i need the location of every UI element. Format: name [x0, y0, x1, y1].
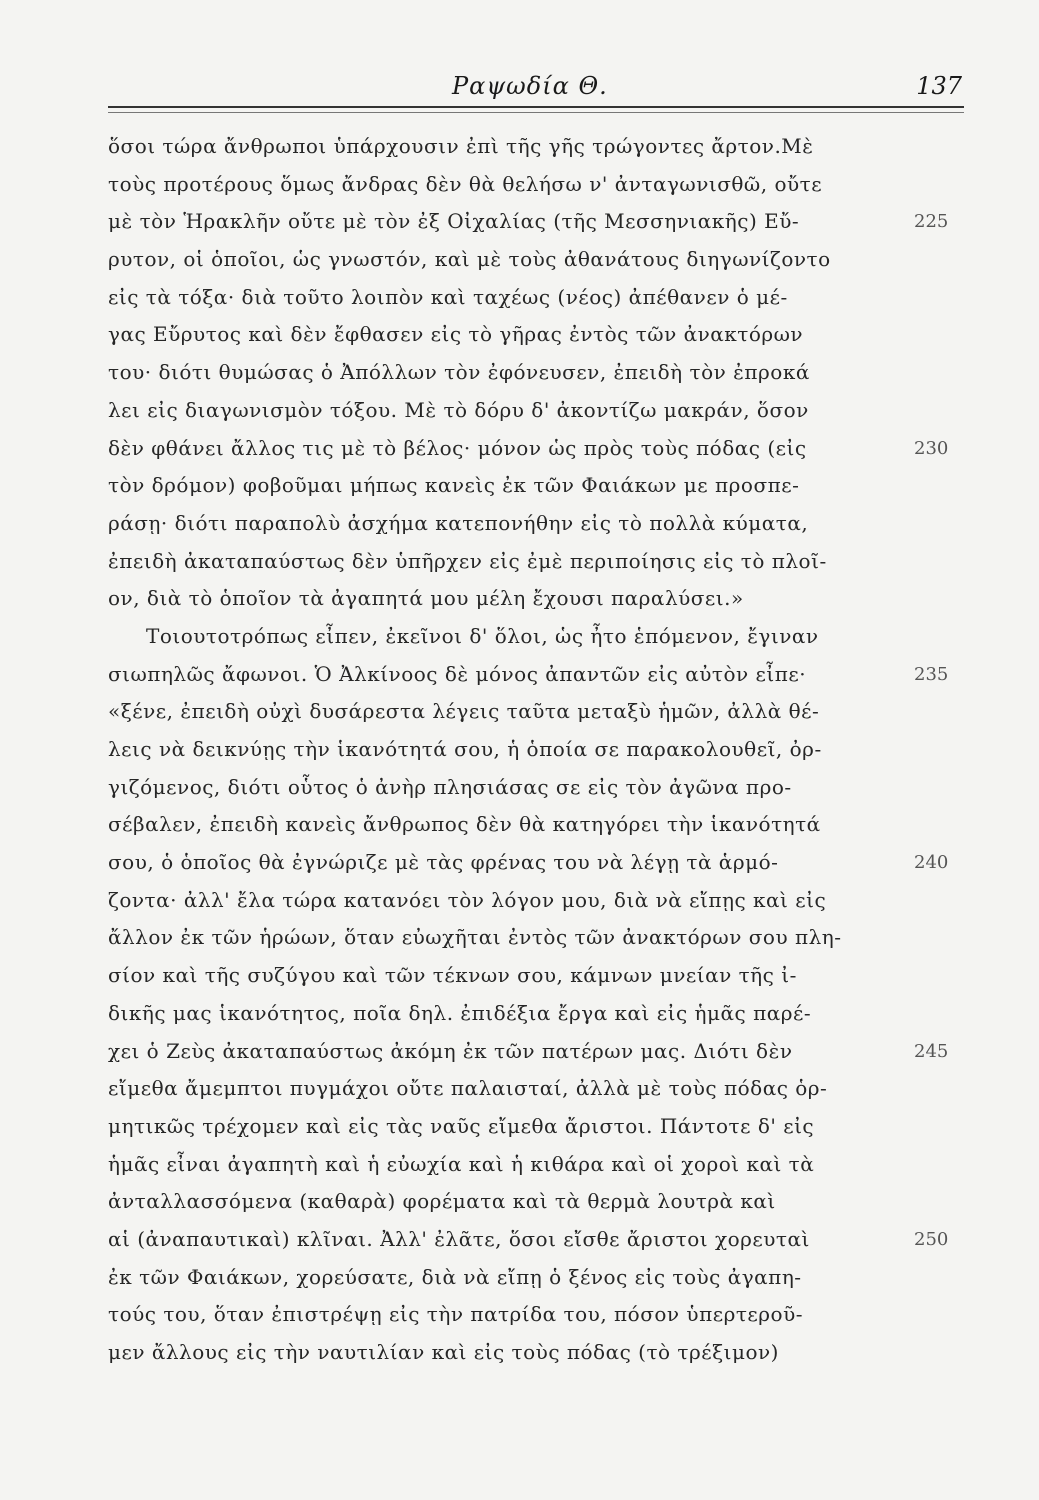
text-line: σιωπηλῶς ἄφωνοι. Ὁ Ἀλκίνοος δὲ μόνος ἀπαντῶν εἰς αὐτὸν εἶπε· [108, 661, 807, 686]
body-text [108, 128, 908, 1372]
text-line: εἴμεθα ἄμεμπτοι πυγμάχοι οὔτε παλαισταί, ἀλλὰ μὲ τοὺς πόδας ὁρ- [108, 1076, 828, 1101]
text-line: σέβαλεν, ἐπειδὴ κανεὶς ἄνθρωπος δὲν θὰ κατηγόρει τὴν ἱκανότητά [108, 812, 821, 837]
text-line: σου, ὁ ὁποῖος θὰ ἐγνώριζε μὲ τὰς φρένας του νὰ λέγῃ τὰ ἁρμό- [108, 850, 779, 875]
text-line: εἰς τὰ τόξα· διὰ τοῦτο λοιπὸν καὶ ταχέως (νέος) ἀπέθανεν ὁ μέ- [108, 284, 788, 309]
text-line: τούς του, ὅταν ἐπιστρέψῃ εἰς τὴν πατρίδα του, πόσον ὑπερτεροῦ- [108, 1302, 803, 1327]
text-line: τὸν δρόμον) φοβοῦμαι μήπως κανεὶς ἐκ τῶν Φαιάκων με προσπε- [108, 473, 800, 498]
text-line: ἐπειδὴ ἀκαταπαύστως δὲν ὑπῆρχεν εἰς ἐμὲ περιποίησις εἰς τὸ πλοῖ- [108, 548, 827, 573]
text-line: ὅσοι τώρα ἄνθρωποι ὑπάρχουσιν ἐπὶ τῆς γῆς τρώγοντες ἄρτον.Μὲ [108, 134, 814, 158]
text-line: ἀνταλλασσόμενα (καθαρὰ) φορέματα καὶ τὰ θερμὰ λουτρὰ καὶ [108, 1189, 776, 1214]
text-line: γιζόμενος, διότι οὗτος ὁ ἀνὴρ πλησιάσας σε εἰς τὸν ἀγῶνα προ- [108, 774, 792, 799]
text-line: ρυτον, οἱ ὁποῖοι, ὡς γνωστόν, καὶ μὲ τοὺς ἀθανάτους διηγωνίζοντο [108, 247, 831, 272]
page-number: 137 [916, 72, 962, 100]
header-rule-thin [108, 112, 964, 113]
margin-line-number: 250 [914, 1229, 949, 1251]
text-line: ζοντα· ἀλλ' ἔλα τώρα κατανόει τὸν λόγον μου, διὰ νὰ εἴπῃς καὶ εἰς [108, 887, 827, 912]
text-line: δικῆς μας ἱκανότητος, ποῖα δηλ. ἐπιδέξια ἔργα καὶ εἰς ἡμᾶς παρέ- [108, 1000, 812, 1025]
text-line: ἄλλον ἐκ τῶν ἡρώων, ὅταν εὐωχῆται ἐντὸς τῶν ἀνακτόρων σου πλη- [108, 925, 842, 950]
margin-line-number: 230 [914, 437, 949, 459]
page-header [100, 72, 968, 102]
text-line: ἐκ τῶν Φαιάκων, χορεύσατε, διὰ νὰ εἴπῃ ὁ ξένος εἰς τοὺς ἀγαπη- [108, 1264, 802, 1289]
text-line: μεν ἄλλους εἰς τὴν ναυτιλίαν καὶ εἰς τοὺς πόδας (τὸ τρέξιμον) [108, 1340, 779, 1364]
text-line: αἱ (ἀναπαυτικαὶ) κλῖναι. Ἀλλ' ἐλᾶτε, ὅσοι εἴσθε ἄριστοι χορευταὶ [108, 1226, 810, 1251]
text-line: σίον καὶ τῆς συζύγου καὶ τῶν τέκνων σου, κάμνων μνείαν τῆς ἰ- [108, 963, 797, 988]
text-line: ράσῃ· διότι παραπολὺ ἀσχήμα κατεπονήθην εἰς τὸ πολλὰ κύματα, [108, 510, 809, 535]
text-line: γας Εὔρυτος καὶ δὲν ἔφθασεν εἰς τὸ γῆρας ἐντὸς τῶν ἀνακτόρων [108, 322, 804, 347]
margin-line-number: 225 [914, 211, 949, 233]
text-line: μὲ τὸν Ἡρακλῆν οὔτε μὲ τὸν ἐξ Οἰχαλίας (τῆς Μεσσηνιακῆς) Εὔ- [108, 209, 800, 234]
text-line: λει εἰς διαγωνισμὸν τόξου. Μὲ τὸ δόρυ δ' ἀκοντίζω μακράν, ὅσον [108, 397, 809, 422]
text-line: τοὺς προτέρους ὅμως ἄνδρας δὲν θὰ θελήσω ν' ἀνταγωνισθῶ, οὔτε [108, 171, 823, 196]
text-line: «ξένε, ἐπειδὴ οὐχὶ δυσάρεστα λέγεις ταῦτα μεταξὺ ἡμῶν, ἀλλὰ θέ- [108, 699, 820, 724]
header-rule [108, 106, 964, 108]
margin-line-number: 235 [914, 663, 949, 685]
margin-line-number: 245 [914, 1040, 949, 1062]
margin-line-number: 240 [914, 852, 949, 874]
text-line: Τοιουτοτρόπως εἶπεν, ἐκεῖνοι δ' ὅλοι, ὡς ἦτο ἑπόμενον, ἔγιναν [146, 623, 819, 648]
running-title: Ραψωδία Θ. [452, 72, 608, 100]
text-line: δὲν φθάνει ἄλλος τις μὲ τὸ βέλος· μόνον ὡς πρὸς τοὺς πόδας (εἰς [108, 435, 807, 460]
text-line: μητικῶς τρέχομεν καὶ εἰς τὰς ναῦς εἴμεθα ἄριστοι. Πάντοτε δ' εἰς [108, 1113, 815, 1138]
text-line: ἡμᾶς εἶναι ἀγαπητὴ καὶ ἡ εὐωχία καὶ ἡ κιθάρα καὶ οἱ χοροὶ καὶ τὰ [108, 1151, 815, 1176]
text-line: ον, διὰ τὸ ὁποῖον τὰ ἀγαπητά μου μέλη ἔχουσι παραλύσει.» [108, 586, 744, 611]
text-line: λεις νὰ δεικνύῃς τὴν ἱκανότητά σου, ἡ ὁποία σε παρακολουθεῖ, ὀρ- [108, 737, 822, 761]
text-line: χει ὁ Ζεὺς ἀκαταπαύστως ἀκόμη ἐκ τῶν πατέρων μας. Διότι δὲν [108, 1038, 793, 1063]
text-line: του· διότι θυμώσας ὁ Ἀπόλλων τὸν ἐφόνευσεν, ἐπειδὴ τὸν ἐπροκά [108, 360, 810, 385]
